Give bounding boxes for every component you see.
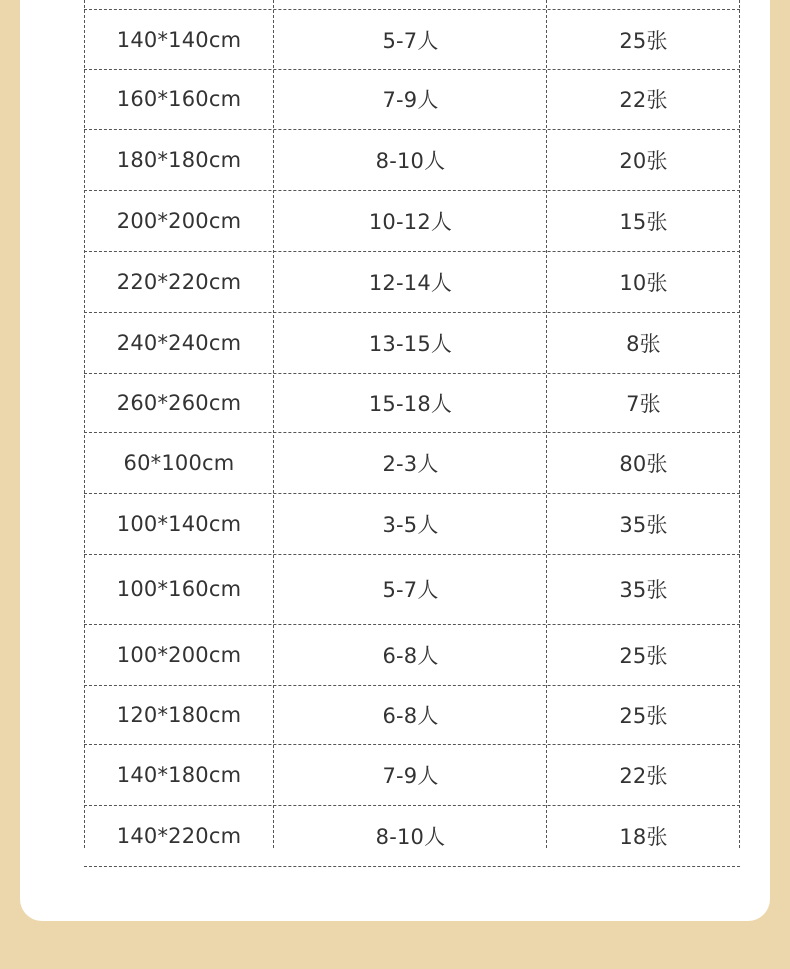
table-row [84, 554, 740, 625]
count-cell: 8张 [626, 331, 661, 356]
people-cell: 3-5人 [382, 512, 439, 537]
table-row [84, 493, 740, 555]
people-cell: 13-15人 [368, 331, 453, 356]
count-cell: 15张 [619, 209, 668, 234]
table-row [84, 69, 740, 130]
count-cell: 35张 [619, 512, 668, 537]
count-cell: 25张 [619, 703, 668, 728]
size-cell: 140*220cm [116, 823, 242, 848]
size-cell: 100*140cm [116, 511, 242, 536]
size-table-card [20, 0, 770, 921]
table-row [84, 251, 740, 313]
people-cell: 7-9人 [382, 763, 439, 788]
people-cell: 6-8人 [382, 703, 439, 728]
people-cell: 12-14人 [368, 270, 453, 295]
table-row [84, 129, 740, 191]
count-cell: 22张 [619, 88, 668, 112]
people-cell: 5-7人 [382, 578, 439, 602]
count-cell: 25张 [619, 28, 668, 53]
size-cell: 220*220cm [116, 269, 242, 294]
people-cell: 5-7人 [382, 28, 439, 53]
count-cell: 18张 [619, 824, 668, 849]
people-cell: 10-12人 [368, 209, 453, 234]
count-cell: 25张 [619, 643, 668, 668]
count-cell: 7张 [626, 391, 661, 416]
size-cell: 100*160cm [116, 577, 242, 601]
count-cell: 20张 [619, 148, 668, 173]
table-row [84, 685, 740, 745]
count-cell: 22张 [619, 763, 668, 788]
table-row [84, 432, 740, 494]
size-cell: 60*100cm [123, 450, 235, 475]
size-cell: 240*240cm [116, 330, 242, 355]
row-separator [84, 0, 740, 10]
table-row [84, 624, 740, 686]
size-cell: 160*160cm [116, 87, 242, 111]
table-row [84, 312, 740, 374]
size-cell: 140*180cm [116, 762, 242, 787]
table-row [84, 373, 740, 433]
people-cell: 8-10人 [375, 148, 446, 173]
size-cell: 260*260cm [116, 390, 242, 415]
count-cell: 80张 [619, 451, 668, 476]
people-cell: 7-9人 [382, 88, 439, 112]
size-cell: 180*180cm [116, 147, 242, 172]
size-table [84, 0, 740, 848]
size-cell: 100*200cm [116, 642, 242, 667]
people-cell: 2-3人 [382, 451, 439, 476]
count-cell: 35张 [619, 578, 668, 602]
size-cell: 140*140cm [116, 27, 242, 52]
size-cell: 120*180cm [116, 702, 242, 727]
people-cell: 8-10人 [375, 824, 446, 849]
table-row [84, 805, 740, 867]
count-cell: 10张 [619, 270, 668, 295]
people-cell: 15-18人 [368, 391, 453, 416]
table-row [84, 190, 740, 252]
table-row [84, 744, 740, 806]
size-cell: 200*200cm [116, 208, 242, 233]
people-cell: 6-8人 [382, 643, 439, 668]
table-row [84, 10, 740, 70]
